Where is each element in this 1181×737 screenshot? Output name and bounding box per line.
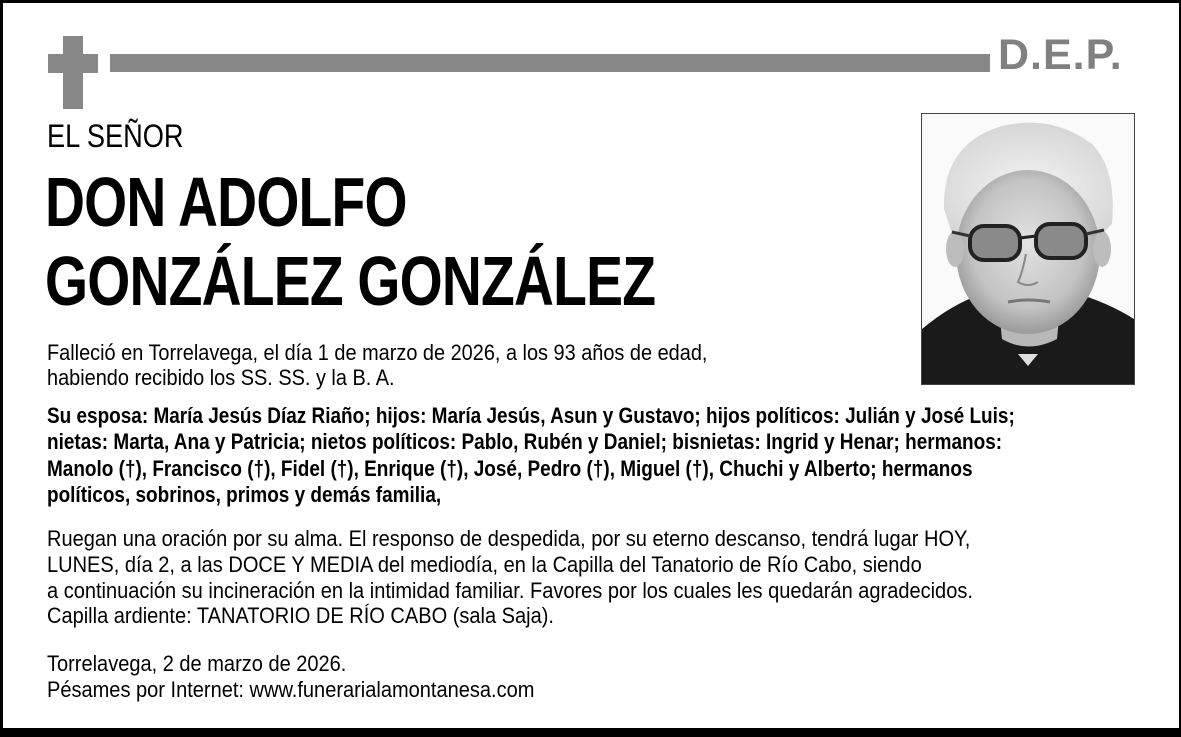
family-line: políticos, sobrinos, primos y demás familia, (47, 482, 442, 507)
honorific: EL SEÑOR (47, 118, 184, 154)
condolences-link[interactable]: Pésames por Internet: www.funerarialamontanesa.com (47, 677, 535, 702)
family-line: Manolo (†), Francisco (†), Fidel (†), Enrique (†), José, Pedro (†), Miguel (†), Chuchi y Alberto; hermanos (47, 456, 973, 481)
cross-icon-bar (48, 54, 98, 73)
death-notice-line: Falleció en Torrelavega, el día 1 de marzo de 2026, a los 93 años de edad, (47, 340, 708, 365)
service-line: a continuación su incineración en la intimidad familiar. Favores por los cuales les quedarán agradecidos. (47, 578, 973, 603)
deceased-name-line2: GONZÁLEZ GONZÁLEZ (45, 242, 656, 320)
service-line: Capilla ardiente: TANATORIO DE RÍO CABO (sala Saja). (47, 603, 554, 628)
family-line: nietas: Marta, Ana y Patricia; nietos políticos: Pablo, Rubén y Daniel; bisnietas: Ingrid y Henar; hermanos: (47, 429, 1003, 454)
family-line: Su esposa: María Jesús Díaz Riaño; hijos: María Jesús, Asun y Gustavo; hijos políticos: Julián y José Luis; (47, 403, 1015, 428)
portrait-photo (921, 113, 1135, 385)
service-line: LUNES, día 2, a las DOCE Y MEDIA del mediodía, en la Capilla del Tanatorio de Río Cabo, siendo (47, 552, 922, 577)
portrait-image (922, 114, 1134, 384)
death-notice-line: habiendo recibido los SS. SS. y la B. A. (47, 365, 395, 390)
deceased-name-line1: DON ADOLFO (45, 163, 407, 241)
header-rule (110, 54, 990, 72)
dep-label: D.E.P. (998, 31, 1123, 79)
place-date: Torrelavega, 2 de marzo de 2026. (47, 651, 347, 676)
service-line: Ruegan una oración por su alma. El responso de despedida, por su eterno descanso, tendrá lugar HOY, (47, 526, 971, 551)
